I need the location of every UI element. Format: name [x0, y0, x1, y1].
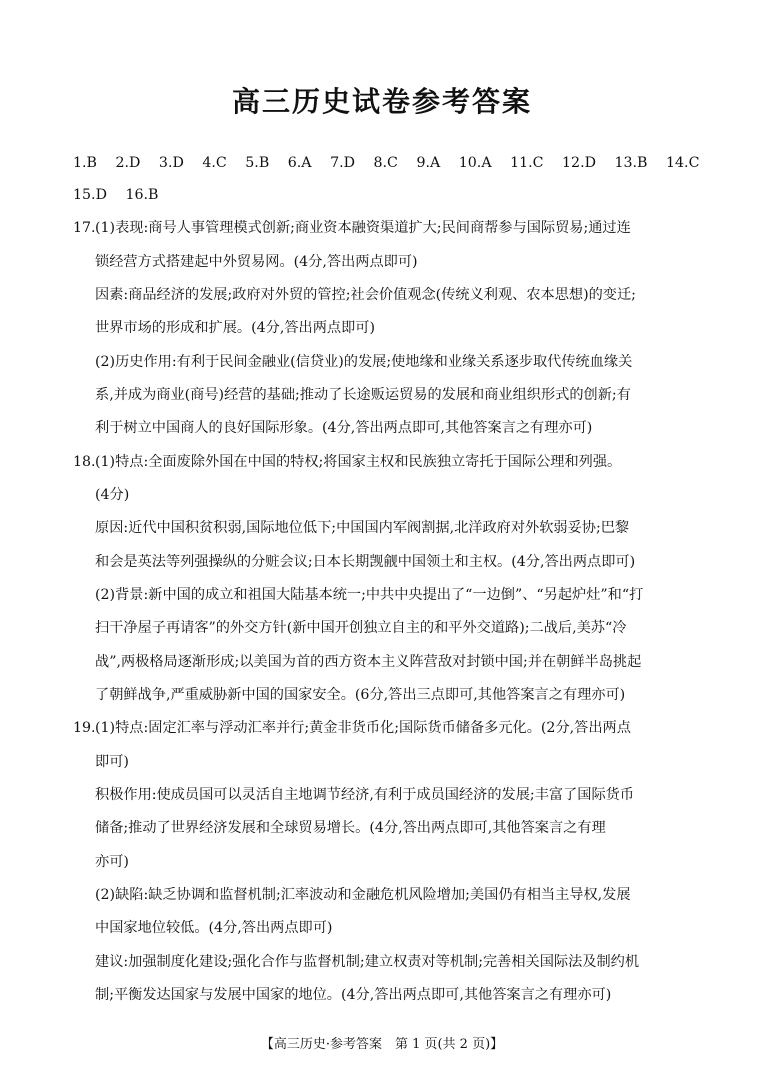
- question-number: 17.: [73, 220, 96, 236]
- choice-answer: 3.D: [158, 155, 184, 171]
- choice-answer: 5.B: [245, 155, 270, 171]
- q17-line: 因素:商品经济的发展;政府对外贸的管控;社会价值观念(传统义利观、农本思想)的变迁;: [95, 287, 636, 303]
- choice-answers-row-2: [73, 185, 699, 205]
- choice-answer: 13.B: [614, 155, 648, 171]
- choice-answer: 1.B: [73, 155, 97, 171]
- q17-line: (2)历史作用:有利于民间金融业(信贷业)的发展;使地缘和业缘关系逐步取代传统血缘关: [95, 354, 633, 370]
- choice-answer: 10.A: [458, 155, 492, 171]
- choice-answers-row-1: [73, 153, 699, 173]
- q17-line: 17.(1)表现:商号人事管理模式创新;商业资本融资渠道扩大;民间商帮参与国际贸易;通过连: [73, 220, 631, 236]
- q18-line: (2)背景:新中国的成立和祖国大陆基本统一;中共中央提出了“一边倒”、“另起炉灶”和“打: [95, 587, 644, 603]
- choice-answer: 12.D: [562, 155, 596, 171]
- q18-line: 和会是英法等列强操纵的分赃会议;日本长期觊觎中国领土和主权。(4分,答出两点即可): [95, 554, 636, 570]
- question-number: 18.: [73, 454, 96, 470]
- q19-line: 中国家地位较低。(4分,答出两点即可): [95, 920, 333, 936]
- q17-line: 利于树立中国商人的良好国际形象。(4分,答出两点即可,其他答案言之有理亦可): [95, 420, 593, 436]
- q19-line: 即可): [95, 754, 129, 770]
- choice-answer: 6.A: [287, 155, 312, 171]
- page-title: 高三历史试卷参考答案: [231, 85, 532, 118]
- q19-line: 亦可): [95, 854, 129, 870]
- q19-line: 积极作用:使成员国可以灵活自主地调节经济,有利于成员国经济的发展;丰富了国际货币: [95, 787, 635, 803]
- choice-answer: 2.D: [115, 155, 141, 171]
- choice-answer: 11.C: [510, 155, 544, 171]
- q18-line: 18.(1)特点:全面废除外国在中国的特权;将国家主权和民族独立寄托于国际公理和列强。: [73, 454, 622, 470]
- q18-line: 扫干净屋子再请客”的外交方针(新中国开创独立自主的和平外交道路);二战后,美苏“冷: [95, 620, 627, 636]
- q19-line: (2)缺陷:缺乏协调和监督机制;汇率波动和金融危机风险增加;美国仍有相当主导权,发展: [95, 887, 631, 903]
- q19-line: 19.(1)特点:固定汇率与浮动汇率并行;黄金非货币化;国际货币储备多元化。(2分,答出两点: [73, 720, 631, 736]
- choice-answer: 15.D: [73, 187, 107, 203]
- q18-line: 了朝鲜战争,严重威胁新中国的国家安全。(6分,答出三点即可,其他答案言之有理亦可): [95, 687, 626, 703]
- q18-line: (4分): [95, 487, 130, 503]
- choice-answer: 9.A: [416, 155, 441, 171]
- q17-line: 世界市场的形成和扩展。(4分,答出两点即可): [95, 320, 375, 336]
- q18-line: 原因:近代中国积贫积弱,国际地位低下;中国国内军阀割据,北洋政府对外软弱妥协;巴黎: [95, 520, 630, 536]
- q17-line: 系,并成为商业(商号)经营的基础;推动了长途贩运贸易的发展和商业组织形式的创新;有: [95, 387, 631, 403]
- q19-line: 制;平衡发达国家与发展中国家的地位。(4分,答出两点即可,其他答案言之有理亦可): [95, 987, 612, 1003]
- choice-answer: 7.D: [330, 155, 355, 171]
- choice-answer: 16.B: [125, 187, 159, 203]
- q19-line: 储备;推动了世界经济发展和全球贸易增长。(4分,答出两点即可,其他答案言之有理: [95, 820, 606, 836]
- q18-line: 战”,两极格局逐渐形成;以美国为首的西方资本主义阵营敌对封锁中国;并在朝鲜半岛挑起: [95, 654, 642, 670]
- q19-line: 建议:加强制度化建设;强化合作与监督机制;建立权责对等机制;完善相关国际法及制约机: [95, 954, 640, 970]
- choice-answer: 4.C: [202, 155, 227, 171]
- question-number: 19.: [73, 720, 96, 736]
- choice-answer: 8.C: [373, 155, 398, 171]
- choice-answer: 14.C: [666, 155, 700, 171]
- q17-line: 锁经营方式搭建起中外贸易网。(4分,答出两点即可): [95, 254, 418, 270]
- page-footer: 【高三历史·参考答案 第 1 页(共 2 页)】: [260, 1037, 504, 1052]
